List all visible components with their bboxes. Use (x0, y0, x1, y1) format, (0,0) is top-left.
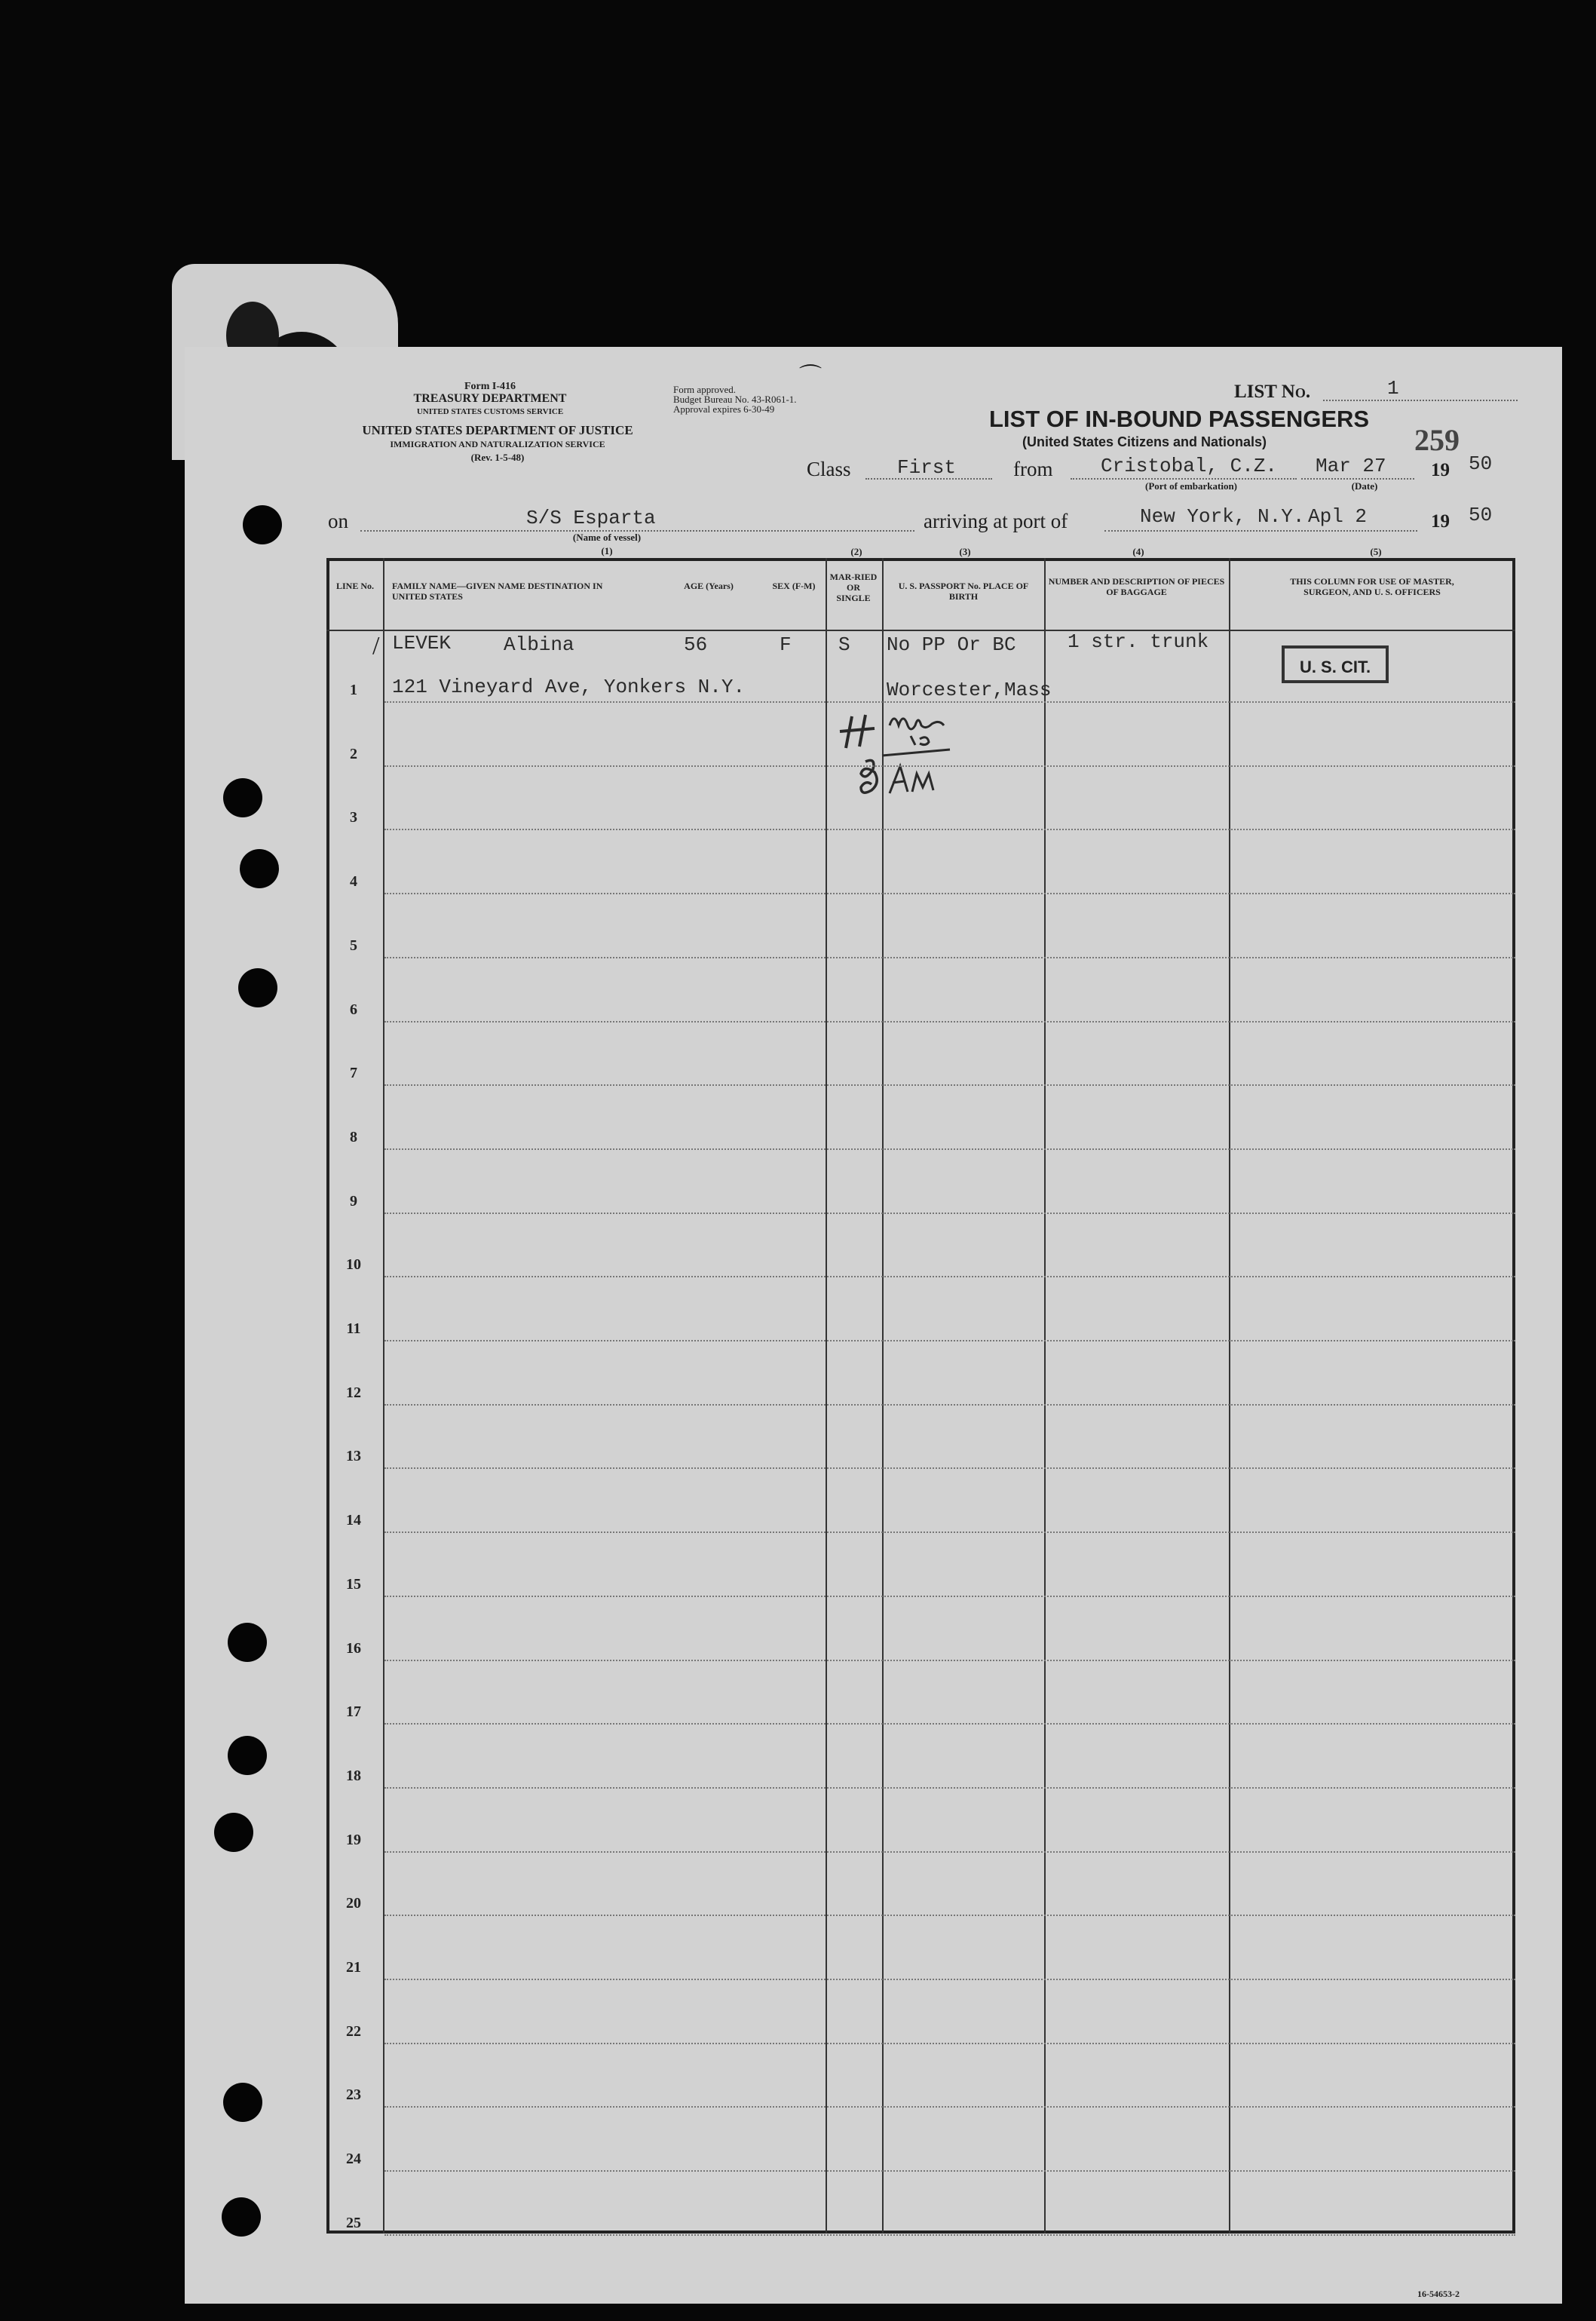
line-number: 16 (346, 1639, 361, 1657)
binder-hole (228, 1736, 267, 1775)
row-guide-line (384, 2043, 1515, 2044)
column-number: (3) (959, 546, 971, 557)
line-number: 2 (350, 745, 357, 762)
col-officers: THIS COLUMN FOR USE OF MASTER, SURGEON, AND U. S. OFFICERS (1290, 576, 1454, 597)
binder-hole (222, 2197, 261, 2237)
form-subtitle: (United States Citizens and Nationals) (1022, 434, 1267, 449)
approval-line: Budget Bureau No. 43-R061-1. (673, 394, 797, 405)
column-divider (383, 558, 384, 2234)
row-guide-line (384, 1276, 1515, 1277)
line-number: 12 (346, 1384, 361, 1401)
column-number: (2) (850, 546, 862, 557)
from-label: from (1013, 458, 1053, 480)
col-marital: MAR-RIED OR SINGLE (829, 572, 878, 603)
col-passport-birthplace: U. S. PASSPORT No. PLACE OF BIRTH (898, 581, 1029, 602)
line-number: 25 (346, 2214, 361, 2231)
line-number: 21 (346, 1959, 361, 1976)
arrival-year: 50 (1469, 504, 1493, 526)
row-guide-line (384, 701, 1515, 703)
line-number: 17 (346, 1703, 361, 1721)
sex-value: F (780, 633, 792, 656)
family-name: LEVEK (392, 632, 452, 655)
line-number: 9 (350, 1192, 357, 1210)
form-title: LIST OF IN-BOUND PASSENGERS (989, 406, 1370, 432)
vessel-caption: (Name of vessel) (572, 532, 642, 543)
line-number: 20 (346, 1895, 361, 1912)
line-number: 24 (346, 2151, 361, 2168)
form-number: Form I-416 (464, 381, 516, 392)
stamped-page-number: 259 (1414, 423, 1460, 457)
handwritten-annotation (829, 701, 1025, 814)
column-number: (4) (1132, 546, 1144, 557)
line-number: 8 (350, 1128, 357, 1145)
ins-service: IMMIGRATION AND NATURALIZATION SERVICE (390, 439, 605, 449)
row-guide-line (384, 1084, 1515, 1086)
birthplace-value: Worcester,Mass (887, 679, 1052, 701)
row-guide-line (384, 1851, 1515, 1853)
row-guide-line (384, 2170, 1515, 2172)
line-number: 18 (346, 1767, 361, 1784)
column-divider (826, 558, 827, 2234)
column-number: (1) (601, 545, 613, 556)
row-guide-line (384, 1148, 1515, 1150)
revision: (Rev. 1-5-48) (470, 452, 525, 463)
us-citizen-stamp: U. S. CIT. (1282, 645, 1389, 683)
line-number: 14 (346, 1512, 361, 1529)
row-guide-line (384, 2106, 1515, 2108)
row-guide-line (384, 829, 1515, 830)
line-number: 6 (350, 1001, 357, 1018)
col-age: AGE (Years) (684, 581, 734, 591)
binder-hole (214, 1813, 253, 1852)
embark-port: Cristobal, C.Z. (1101, 455, 1278, 477)
line-number: 10 (346, 1256, 361, 1274)
binder-hole (223, 778, 262, 817)
line-number: 5 (350, 937, 357, 954)
row-guide-line (384, 1404, 1515, 1406)
row-guide-line (384, 1531, 1515, 1533)
passport-value: No PP Or BC (887, 633, 1016, 656)
line-number: 23 (346, 2086, 361, 2104)
binder-hole (223, 2083, 262, 2122)
row-guide-line (384, 1660, 1515, 1661)
list-no-line (1323, 400, 1518, 401)
arrival-port: New York, N.Y. (1140, 505, 1305, 528)
row-guide-line (384, 2234, 1515, 2236)
destination-address: 121 Vineyard Ave, Yonkers N.Y. (392, 676, 746, 698)
class-value: First (897, 456, 957, 479)
row-guide-line (384, 1021, 1515, 1023)
row-guide-line (384, 1787, 1515, 1789)
row-guide-line (384, 1340, 1515, 1341)
row-guide-line (384, 1596, 1515, 1597)
col-line-no: LINE No. (335, 581, 374, 591)
line-number: 13 (346, 1448, 361, 1465)
row-guide-line (384, 1467, 1515, 1469)
line-number: 19 (346, 1831, 361, 1848)
line-number: 4 (350, 873, 357, 891)
list-no-label: LIST No. (1234, 382, 1311, 402)
col-sex: SEX (F-M) (772, 581, 816, 591)
baggage-value: 1 str. trunk (1068, 630, 1209, 653)
binder-hole (240, 849, 279, 888)
marital-value: S (838, 633, 850, 656)
embark-port-caption: (Port of embarkation) (1144, 480, 1238, 492)
treasury-dept: TREASURY DEPARTMENT (413, 392, 567, 405)
approval-line: Form approved. (673, 384, 737, 395)
embark-year: 50 (1469, 452, 1493, 475)
binder-hole (243, 505, 282, 544)
line-number: 3 (350, 809, 357, 826)
given-name: Albina (504, 633, 574, 656)
header-divider (326, 630, 1515, 631)
age-value: 56 (684, 633, 708, 656)
approval-block (673, 385, 797, 414)
on-label: on (328, 510, 348, 532)
justice-dept: UNITED STATES DEPARTMENT OF JUSTICE (362, 423, 633, 437)
embark-date: Mar 27 (1316, 455, 1386, 477)
line-number: 7 (350, 1065, 357, 1082)
ink-mark: ⌒ (799, 364, 822, 389)
vessel-name: S/S Esparta (526, 507, 656, 529)
embark-date-line (1301, 478, 1414, 480)
row-guide-line (384, 1979, 1515, 1980)
row-guide-line (384, 765, 1515, 767)
row-guide-line (384, 957, 1515, 958)
row-guide-line (384, 893, 1515, 894)
arrival-date: Apl 2 (1308, 505, 1368, 528)
row-guide-line (384, 1723, 1515, 1725)
class-label: Class (807, 458, 851, 480)
col-name-destination: FAMILY NAME—GIVEN NAME DESTINATION IN UNITED STATES (392, 581, 603, 602)
col-baggage: NUMBER AND DESCRIPTION OF PIECES OF BAGGAGE (1048, 576, 1225, 597)
list-no-value: 1 (1387, 377, 1399, 400)
binder-hole (228, 1623, 267, 1662)
year-prefix: 19 (1431, 460, 1450, 480)
row-guide-line (384, 1915, 1515, 1916)
line-number: 22 (346, 2022, 361, 2040)
year-prefix: 19 (1431, 511, 1450, 532)
column-number: (5) (1370, 546, 1382, 557)
line-number: 11 (346, 1320, 361, 1337)
line-number: 1 (350, 682, 357, 698)
binder-hole (238, 968, 277, 1007)
column-divider (1044, 558, 1046, 2234)
arriving-label: arriving at port of (924, 510, 1068, 532)
arrival-port-line (1104, 530, 1417, 532)
row-guide-line (384, 1213, 1515, 1214)
line-number: 15 (346, 1575, 361, 1593)
footer-code: 16-54653-2 (1417, 2289, 1460, 2299)
check-mark: / (372, 632, 380, 660)
embark-date-caption: (Date) (1351, 480, 1378, 492)
column-divider (1229, 558, 1230, 2234)
embark-port-line (1071, 478, 1297, 480)
customs-service: UNITED STATES CUSTOMS SERVICE (416, 407, 564, 416)
approval-line: Approval expires 6-30-49 (673, 403, 775, 415)
